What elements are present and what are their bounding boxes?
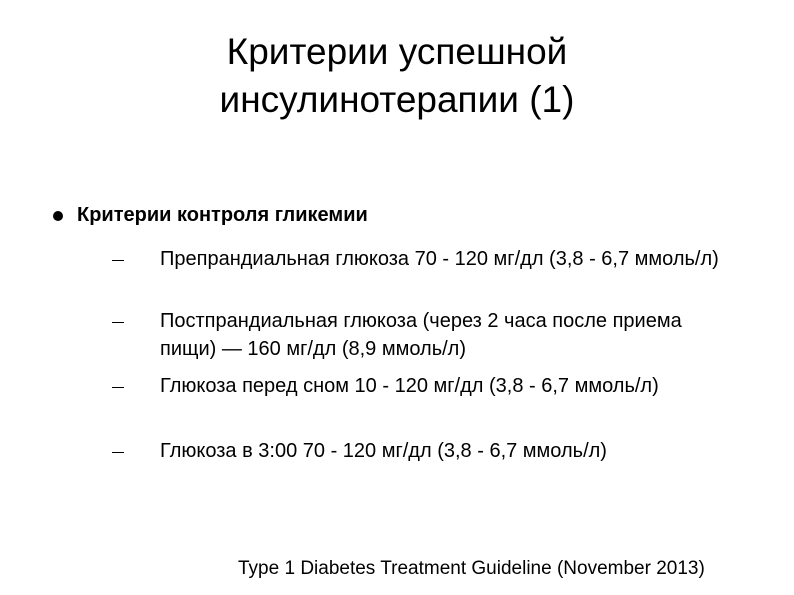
source-citation: Type 1 Diabetes Treatment Guideline (November 2013) (238, 558, 705, 579)
sub-bullet-text: Постпрандиальная глюкоза (через 2 часа после приема пищи) — 160 мг/дл (8,9 ммоль/л) (160, 310, 682, 360)
slide-title-line-1: Критерии успешной (226, 31, 568, 72)
sub-bullet-text: Препрандиальная глюкоза 70 - 120 мг/дл (3,8 - 6,7 ммоль/л) (160, 248, 719, 270)
slide-title-line-2: инсулинотерапии (1) (219, 79, 575, 120)
sub-bullet-text: Глюкоза перед сном 10 - 120 мг/дл (3,8 - 6,7 ммоль/л) (160, 375, 659, 397)
sub-bullet-text: Глюкоза в 3:00 70 - 120 мг/дл (3,8 - 6,7 ммоль/л) (160, 440, 607, 462)
main-bullet-text: Критерии контроля гликемии (77, 204, 368, 226)
